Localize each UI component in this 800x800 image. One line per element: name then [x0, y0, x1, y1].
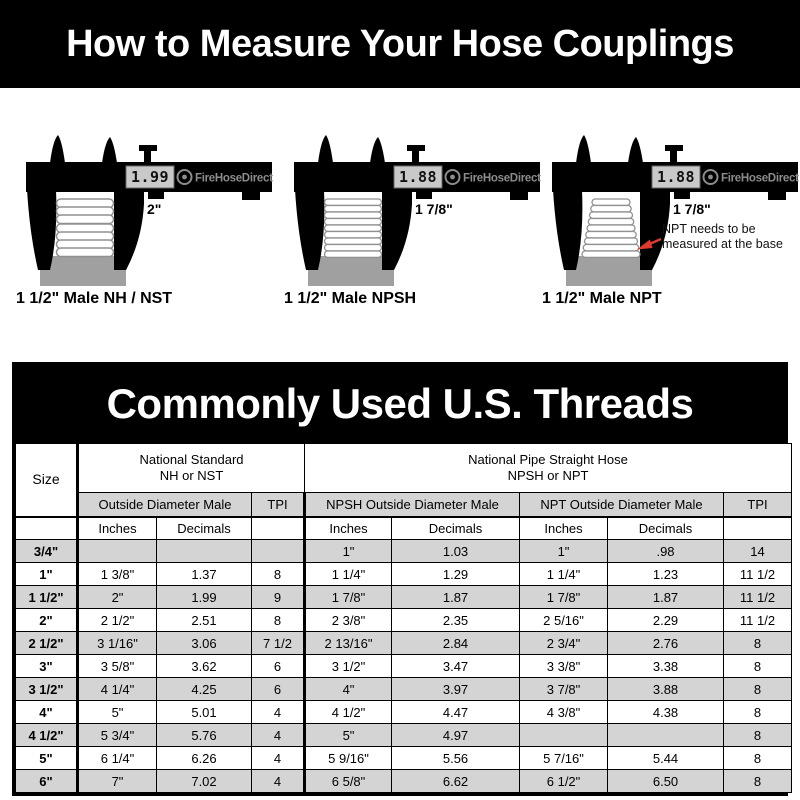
- cell-npsh-decimals: 4.97: [392, 724, 520, 747]
- cell-nh-inches: 6 1/4": [78, 747, 157, 770]
- cell-npsh-decimals: 5.56: [392, 747, 520, 770]
- caliper-figures: [0, 118, 800, 314]
- cell-size: 3/4": [16, 540, 78, 563]
- table-row: [16, 655, 792, 678]
- cell-size: 2 1/2": [16, 632, 78, 655]
- coupling-threads-tapered: [582, 199, 640, 257]
- table-row: [16, 540, 792, 563]
- col-header-decimals-nh: Decimals: [157, 517, 252, 540]
- cell-npt-inches: [520, 724, 608, 747]
- cell-nh-decimals: 4.25: [157, 678, 252, 701]
- slider-jaw: [382, 192, 412, 270]
- lcd-reading: 1.99: [130, 168, 170, 186]
- cell-npt-decimals: 1.23: [608, 563, 724, 586]
- cell-size: 5": [16, 747, 78, 770]
- table-row: [16, 563, 792, 586]
- cell-nh-inches: [78, 540, 157, 563]
- cell-npsh-decimals: 3.47: [392, 655, 520, 678]
- col-header-inches-npsh: Inches: [305, 517, 392, 540]
- cell-npt-inches: 1 1/4": [520, 563, 608, 586]
- cell-nh-inches: 5": [78, 701, 157, 724]
- cell-nh-inches: 5 3/4": [78, 724, 157, 747]
- cell-size: 4 1/2": [16, 724, 78, 747]
- lcd-reading: 1.88: [656, 168, 696, 186]
- col-header-npsh-od: NPSH Outside Diameter Male: [305, 493, 520, 518]
- cell-npsh-decimals: 2.84: [392, 632, 520, 655]
- cell-npsh-decimals: 3.97: [392, 678, 520, 701]
- coupling-threads-fine: [325, 199, 382, 257]
- cell-nh-decimals: [157, 540, 252, 563]
- cell-npt-inches: 4 3/8": [520, 701, 608, 724]
- jaw-measurement-label: 1 7/8": [415, 201, 453, 217]
- cell-tpi: 14: [724, 540, 792, 563]
- cell-size: 1 1/2": [16, 586, 78, 609]
- col-header-inches-npt: Inches: [520, 517, 608, 540]
- cell-npt-decimals: 1.87: [608, 586, 724, 609]
- table-row: [16, 609, 792, 632]
- cell-nh-tpi: 4: [252, 770, 305, 793]
- page-banner: [0, 0, 800, 88]
- cell-nh-decimals: 2.51: [157, 609, 252, 632]
- cell-npsh-inches: 6 5/8": [305, 770, 392, 793]
- table-row: [16, 632, 792, 655]
- figure-caption: 1 1/2" Male NPT: [542, 290, 662, 307]
- col-header-npt-od: NPT Outside Diameter Male: [520, 493, 724, 518]
- cell-npt-inches: 5 7/16": [520, 747, 608, 770]
- col-header-od-male: Outside Diameter Male: [78, 493, 252, 518]
- threads-table-body: [16, 540, 792, 793]
- brand-text: FireHoseDirect: [195, 172, 273, 185]
- table-row: [16, 770, 792, 793]
- table-row: [16, 678, 792, 701]
- cell-nh-tpi: 4: [252, 747, 305, 770]
- cell-tpi: 11 1/2: [724, 609, 792, 632]
- cell-tpi: 8: [724, 770, 792, 793]
- cell-size: 1": [16, 563, 78, 586]
- cell-npsh-decimals: 4.47: [392, 701, 520, 724]
- header-row-sub: [16, 493, 792, 518]
- coupling-base: [566, 256, 652, 286]
- cell-npt-decimals: .98: [608, 540, 724, 563]
- cell-nh-inches: 3 5/8": [78, 655, 157, 678]
- cell-size: 6": [16, 770, 78, 793]
- cell-tpi: 8: [724, 678, 792, 701]
- cell-nh-decimals: 3.62: [157, 655, 252, 678]
- col-group-national-standard: National Standard NH or NST: [78, 444, 305, 493]
- table-row: [16, 586, 792, 609]
- cell-npsh-decimals: 6.62: [392, 770, 520, 793]
- coupling-base: [40, 256, 126, 286]
- figure-caption: 1 1/2" Male NPSH: [284, 290, 417, 307]
- cell-nh-decimals: 3.06: [157, 632, 252, 655]
- cell-npt-decimals: [608, 724, 724, 747]
- cell-nh-inches: 2 1/2": [78, 609, 157, 632]
- col-header-tpi-nh: TPI: [252, 493, 305, 518]
- caliper-illustration-npt: [540, 118, 800, 288]
- cell-npt-decimals: 5.44: [608, 747, 724, 770]
- page-title: How to Measure Your Hose Couplings: [66, 22, 734, 65]
- cell-npsh-decimals: 1.03: [392, 540, 520, 563]
- cell-size: 3": [16, 655, 78, 678]
- units-spacer-tpi2: [724, 517, 792, 540]
- cell-npsh-inches: 3 1/2": [305, 655, 392, 678]
- cell-size: 4": [16, 701, 78, 724]
- figure-nh-nst: [14, 118, 274, 314]
- threads-table-title: Commonly Used U.S. Threads: [106, 380, 694, 427]
- cell-tpi: 8: [724, 632, 792, 655]
- caliper-illustration-nh: [14, 118, 274, 288]
- cell-npsh-decimals: 1.87: [392, 586, 520, 609]
- col-header-inches-nh: Inches: [78, 517, 157, 540]
- cell-nh-tpi: 7 1/2: [252, 632, 305, 655]
- table-row: [16, 747, 792, 770]
- cell-nh-decimals: 1.37: [157, 563, 252, 586]
- cell-npt-inches: 6 1/2": [520, 770, 608, 793]
- cell-npsh-inches: 1": [305, 540, 392, 563]
- header-row-groups: [16, 444, 792, 493]
- cell-tpi: 8: [724, 724, 792, 747]
- threads-table-section: [12, 362, 788, 796]
- header-row-units: [16, 517, 792, 540]
- cell-tpi: 11 1/2: [724, 563, 792, 586]
- jaw-measurement-label: 1 7/8": [673, 201, 711, 217]
- cell-npt-decimals: 2.29: [608, 609, 724, 632]
- fixed-jaw: [294, 162, 324, 270]
- cell-npt-inches: 3 3/8": [520, 655, 608, 678]
- col-header-tpi-npsh-npt: TPI: [724, 493, 792, 518]
- threads-table-title-band: [15, 365, 785, 443]
- figure-npsh: [282, 118, 542, 314]
- cell-npt-decimals: 4.38: [608, 701, 724, 724]
- cell-npsh-inches: 1 1/4": [305, 563, 392, 586]
- table-row: [16, 701, 792, 724]
- cell-npt-inches: 1": [520, 540, 608, 563]
- figure-caption: 1 1/2" Male NH / NST: [16, 290, 173, 307]
- fixed-jaw: [26, 162, 56, 270]
- cell-npt-inches: 2 5/16": [520, 609, 608, 632]
- cell-nh-decimals: 5.76: [157, 724, 252, 747]
- figure-npt: [540, 118, 800, 314]
- cell-npt-decimals: 3.88: [608, 678, 724, 701]
- slider-jaw: [114, 192, 144, 270]
- cell-tpi: 8: [724, 655, 792, 678]
- cell-tpi: 11 1/2: [724, 586, 792, 609]
- cell-nh-tpi: 4: [252, 724, 305, 747]
- cell-size: 3 1/2": [16, 678, 78, 701]
- cell-nh-tpi: 4: [252, 701, 305, 724]
- cell-nh-inches: 3 1/16": [78, 632, 157, 655]
- coupling-threads-straight: [57, 199, 114, 257]
- cell-size: 2": [16, 609, 78, 632]
- cell-npt-inches: 1 7/8": [520, 586, 608, 609]
- cell-nh-tpi: 8: [252, 609, 305, 632]
- cell-npsh-inches: 5 9/16": [305, 747, 392, 770]
- cell-npsh-inches: 2 3/8": [305, 609, 392, 632]
- units-spacer-tpi-nh: [252, 517, 305, 540]
- cell-npsh-decimals: 1.29: [392, 563, 520, 586]
- cell-npt-inches: 2 3/4": [520, 632, 608, 655]
- cell-npsh-inches: 4 1/2": [305, 701, 392, 724]
- cell-nh-decimals: 6.26: [157, 747, 252, 770]
- threads-table: [15, 443, 792, 793]
- cell-npt-decimals: 2.76: [608, 632, 724, 655]
- caliper-illustration-npsh: [282, 118, 542, 288]
- lcd-reading: 1.88: [398, 168, 438, 186]
- coupling-base: [308, 256, 394, 286]
- cell-nh-inches: 4 1/4": [78, 678, 157, 701]
- table-row: [16, 724, 792, 747]
- col-header-decimals-npsh: Decimals: [392, 517, 520, 540]
- cell-npsh-inches: 2 13/16": [305, 632, 392, 655]
- brand-text: FireHoseDirect: [463, 172, 541, 185]
- cell-tpi: 8: [724, 747, 792, 770]
- brand-text: FireHoseDirect: [721, 172, 799, 185]
- cell-npsh-inches: 4": [305, 678, 392, 701]
- cell-nh-tpi: 9: [252, 586, 305, 609]
- cell-npsh-decimals: 2.35: [392, 609, 520, 632]
- cell-tpi: 8: [724, 701, 792, 724]
- col-header-decimals-npt: Decimals: [608, 517, 724, 540]
- npt-note: NPT needs to be measured at the base: [662, 222, 783, 251]
- col-header-size: Size: [16, 444, 78, 518]
- cell-npsh-inches: 1 7/8": [305, 586, 392, 609]
- cell-nh-inches: 2": [78, 586, 157, 609]
- cell-nh-decimals: 1.99: [157, 586, 252, 609]
- cell-nh-inches: 1 3/8": [78, 563, 157, 586]
- cell-nh-tpi: 8: [252, 563, 305, 586]
- cell-npsh-inches: 5": [305, 724, 392, 747]
- col-group-pipe-straight-hose: National Pipe Straight Hose NPSH or NPT: [305, 444, 792, 493]
- cell-npt-decimals: 3.38: [608, 655, 724, 678]
- cell-nh-decimals: 5.01: [157, 701, 252, 724]
- cell-npt-decimals: 6.50: [608, 770, 724, 793]
- fixed-jaw: [552, 162, 582, 270]
- cell-nh-tpi: 6: [252, 655, 305, 678]
- cell-nh-decimals: 7.02: [157, 770, 252, 793]
- units-spacer-size: [16, 517, 78, 540]
- cell-nh-tpi: 6: [252, 678, 305, 701]
- cell-nh-tpi: [252, 540, 305, 563]
- cell-nh-inches: 7": [78, 770, 157, 793]
- cell-npt-inches: 3 7/8": [520, 678, 608, 701]
- jaw-measurement-label: 2": [147, 201, 162, 217]
